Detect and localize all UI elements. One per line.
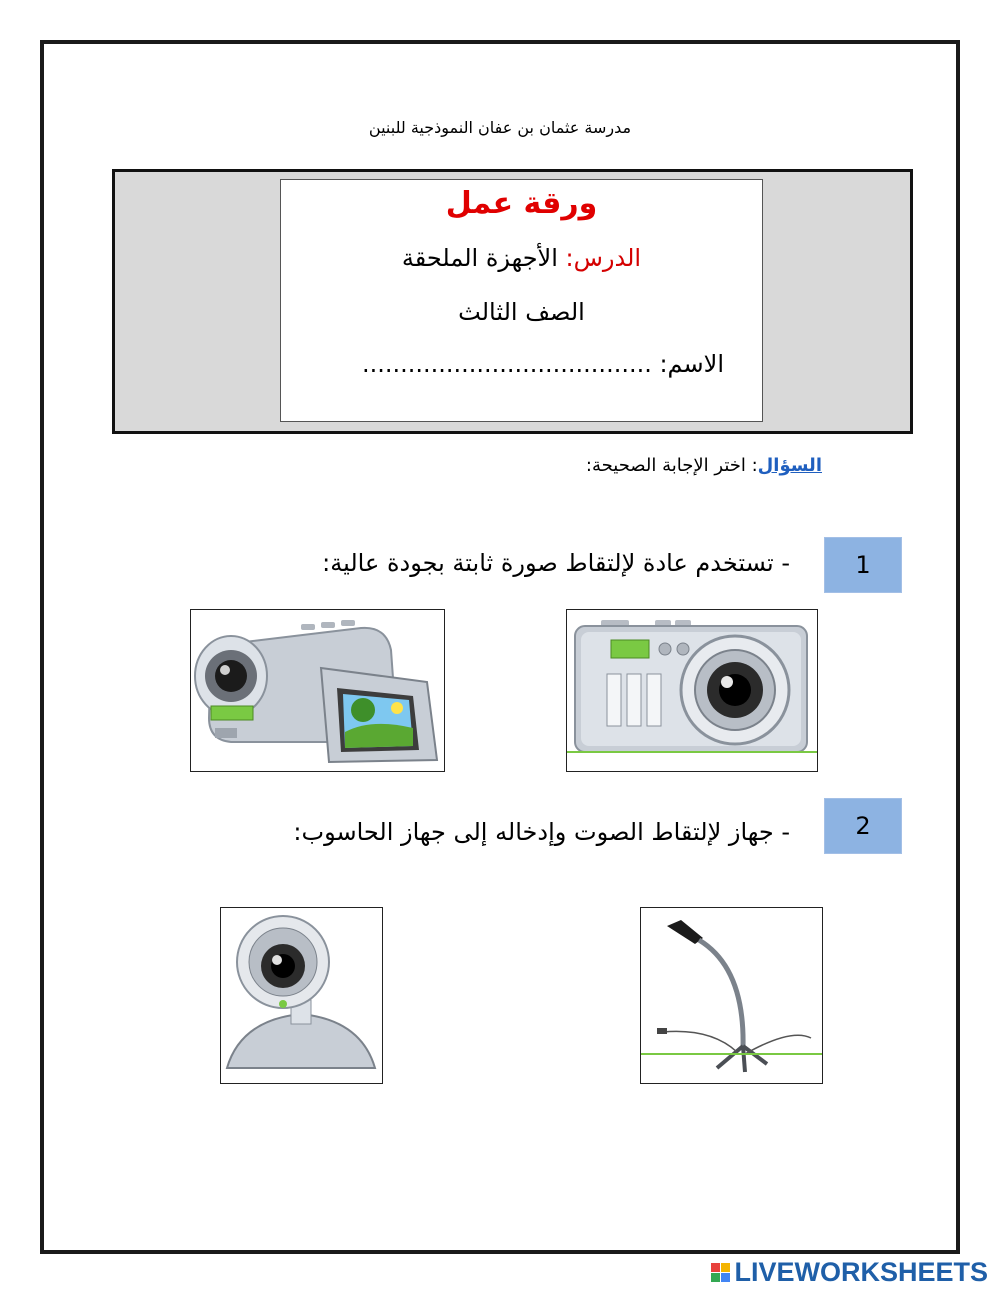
name-line (362, 350, 724, 378)
worksheet-title: ورقة عمل (445, 186, 598, 221)
logo-blocks (711, 1263, 730, 1282)
option-camera[interactable] (566, 609, 818, 772)
logo-block (711, 1273, 720, 1282)
video-camera-icon (191, 610, 444, 771)
microphone-icon (641, 908, 822, 1083)
option-video-camera[interactable] (190, 609, 445, 772)
lesson-line (281, 244, 762, 272)
webcam-icon (221, 908, 382, 1083)
question-label: السؤال (757, 455, 822, 476)
question-1-text: - تستخدم عادة لإلتقاط صورة ثابتة بجودة عالية: (322, 549, 790, 577)
question-text: : اختر الإجابة الصحيحة: (585, 455, 758, 476)
name-blank[interactable]: ...................................... (361, 350, 652, 378)
option-microphone[interactable] (640, 907, 823, 1084)
title-card (280, 179, 763, 422)
grade-label: الصف الثالث (458, 298, 585, 326)
option-webcam[interactable] (220, 907, 383, 1084)
lesson-value: الأجهزة الملحقة (401, 244, 566, 272)
school-name: مدرسة عثمان بن عفان النموذجية للبنين (368, 118, 632, 137)
lesson-label: الدرس: (565, 244, 642, 272)
question-2-text: - جهاز لإلتقاط الصوت وإدخاله إلى جهاز الحاسوب: (293, 818, 790, 846)
logo-block (721, 1273, 730, 1282)
question-instruction (586, 455, 822, 476)
question-number-1: 1 (824, 537, 902, 593)
title-box (112, 169, 913, 434)
camera-icon (567, 610, 817, 771)
logo-block (721, 1263, 730, 1272)
name-label: الاسم: (651, 350, 724, 378)
brand-name: LIVEWORKSHEETS (734, 1257, 988, 1287)
logo-block (711, 1263, 720, 1272)
question-number-2: 2 (824, 798, 902, 854)
liveworksheets-logo (711, 1257, 988, 1288)
